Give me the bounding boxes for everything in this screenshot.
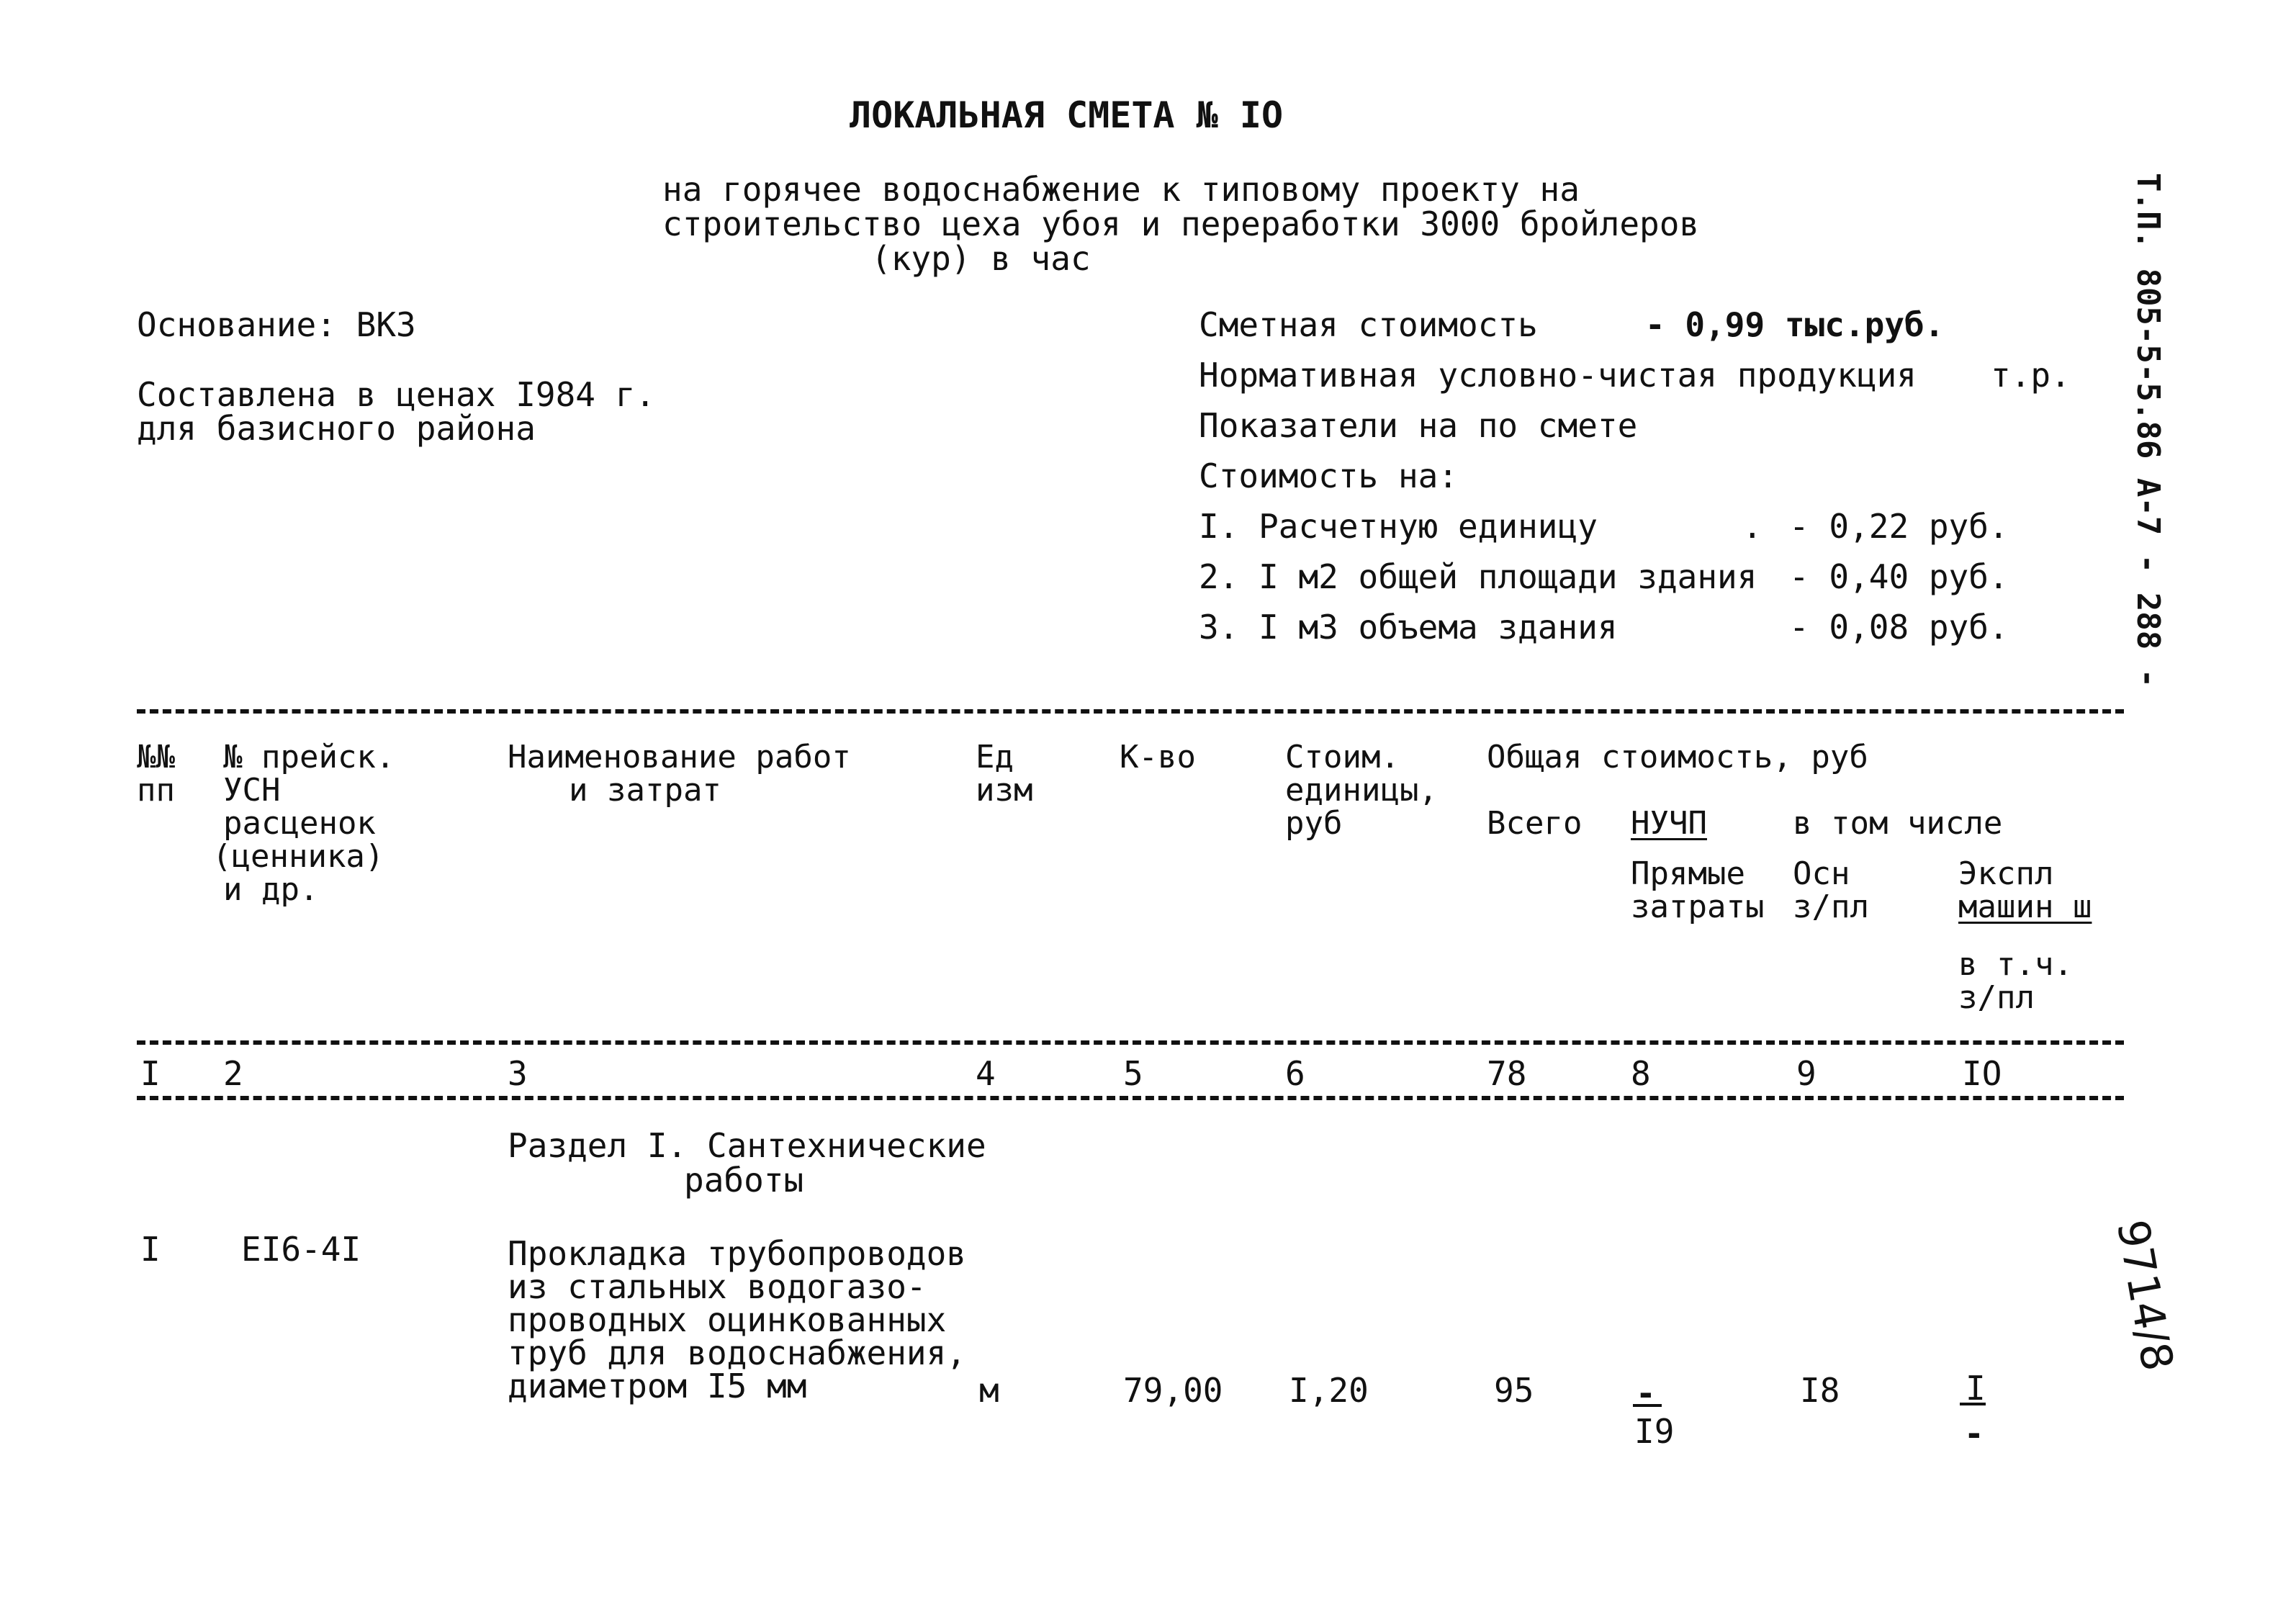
header-base-wage-l2: з/пл — [1793, 889, 1869, 925]
header-incl: в том числе — [1793, 805, 2003, 842]
header-col4-l2: изм — [976, 772, 1033, 809]
row-1-machines: I — [1966, 1369, 1986, 1408]
header-col1-l1: №№ — [137, 739, 175, 775]
handwritten-sheet-number: 9714/8 — [2106, 1216, 2183, 1375]
row-1-price: I,20 — [1289, 1371, 1369, 1410]
colnum-5: 5 — [1123, 1054, 1143, 1093]
header-col3-l1: Наименование работ — [508, 739, 851, 775]
header-col2-l4: (ценника) — [212, 838, 384, 875]
section-title-l2: работы — [684, 1161, 804, 1200]
row-1-name-l1: Прокладка трубопроводов — [508, 1234, 966, 1273]
colnum-8: 8 — [1631, 1054, 1651, 1093]
indicator-2-value: - 0,40 руб. — [1789, 557, 2009, 596]
header-col3-l2: и затрат — [569, 772, 721, 809]
header-col6-l2: единицы, — [1285, 772, 1438, 809]
header-direct-l2: затраты — [1631, 889, 1765, 925]
header-total: Всего — [1487, 805, 1583, 842]
indicator-1-label: I. Расчетную единицу — [1199, 507, 1598, 546]
estimated-cost-value: - 0,99 тыс.руб. — [1645, 305, 1945, 344]
side-document-code: Т.П. 805-5-5.86 А-7 - 288 - — [2130, 173, 2166, 688]
subtitle-line-3: (кур) в час — [871, 239, 1091, 278]
document-title: ЛОКАЛЬНАЯ СМЕТА № IO — [850, 94, 1284, 136]
header-base-wage-l1: Осн — [1793, 855, 1850, 892]
row-1-name-l4: труб для водоснабжения, — [508, 1333, 966, 1372]
colnum-4: 4 — [976, 1054, 996, 1093]
colnum-10: IO — [1962, 1054, 2002, 1093]
indicator-3-value: - 0,08 руб. — [1789, 608, 2009, 647]
row-1-code: EI6-4I — [241, 1230, 361, 1269]
row-1-base-wage: I8 — [1800, 1371, 1840, 1410]
header-col2-l3: расценок — [223, 805, 376, 842]
header-col5: К-во — [1120, 739, 1196, 775]
colnum-9: 9 — [1796, 1054, 1816, 1093]
header-total-cost: Общая стоимость, руб — [1487, 739, 1868, 775]
indicator-1-dot: . — [1742, 507, 1762, 546]
row-1-name-l2: из стальных водогазо- — [508, 1267, 927, 1306]
header-col2-l1: № прейск. — [223, 739, 395, 775]
prices-line-1: Составлена в ценах I984 г. — [137, 375, 656, 414]
row-1-direct: I9 — [1634, 1412, 1675, 1451]
header-machines-l1: Экспл — [1958, 855, 2054, 892]
colnum-3: 3 — [508, 1054, 528, 1093]
norm-production-unit: т.р. — [1991, 356, 2071, 395]
indicator-1-value: - 0,22 руб. — [1789, 507, 2009, 546]
header-col2-l5: и др. — [223, 871, 319, 908]
colnum-7: 78 — [1487, 1054, 1527, 1093]
row-1-nuchp: - — [1636, 1374, 1656, 1413]
header-col2-l2: УСН — [223, 772, 281, 809]
colnum-bottom-rule — [137, 1096, 2124, 1100]
prices-line-2: для базисного района — [137, 409, 536, 448]
header-col6-l3: руб — [1285, 805, 1343, 842]
subtitle-line-1: на горячее водоснабжение к типовому проекту на — [662, 170, 1580, 209]
subtitle-line-2: строительство цеха убоя и переработки 3000 бройлеров — [662, 204, 1700, 243]
row-1-machines-bar — [1960, 1403, 1986, 1405]
header-nuchp: НУЧП — [1631, 805, 1707, 842]
colnum-1: I — [140, 1054, 161, 1093]
cost-per-label: Стоимость на: — [1199, 456, 1459, 495]
indicators-label: Показатели на по смете — [1199, 406, 1638, 445]
section-title-l1: Раздел I. Сантехнические — [508, 1126, 986, 1165]
norm-production-label: Нормативная условно-чистая продукция — [1199, 356, 1917, 395]
row-1-total: 95 — [1494, 1371, 1534, 1410]
indicator-2-label: 2. I м2 общей площади здания — [1199, 557, 1757, 596]
row-1-fraction-bar — [1633, 1404, 1662, 1407]
row-1-qty: 79,00 — [1123, 1371, 1223, 1410]
row-1-unit: м — [979, 1371, 999, 1410]
indicator-3-label: 3. I м3 объема здания — [1199, 608, 1618, 647]
colnum-6: 6 — [1285, 1054, 1305, 1093]
row-1-name-l5: диаметром I5 мм — [508, 1367, 807, 1405]
basis-text: Основание: ВКЗ — [137, 305, 416, 344]
header-col1-l2: пп — [137, 772, 175, 809]
row-1-num: I — [140, 1230, 161, 1269]
header-col6-l1: Стоим. — [1285, 739, 1400, 775]
header-col4-l1: Ед — [976, 739, 1014, 775]
header-direct-l1: Прямые — [1631, 855, 1745, 892]
table-top-rule — [137, 709, 2124, 714]
estimated-cost-label: Сметная стоимость — [1199, 305, 1538, 344]
row-1-machines-wage: - — [1964, 1414, 1984, 1453]
header-machines-l2: машин ш — [1958, 889, 2092, 925]
colnum-2: 2 — [223, 1054, 243, 1093]
header-bottom-rule — [137, 1040, 2124, 1045]
row-1-name-l3: проводных оцинкованных — [508, 1300, 947, 1339]
header-incl-wage-l1: в т.ч. — [1958, 946, 2073, 983]
header-incl-wage-l2: з/пл — [1958, 979, 2035, 1016]
